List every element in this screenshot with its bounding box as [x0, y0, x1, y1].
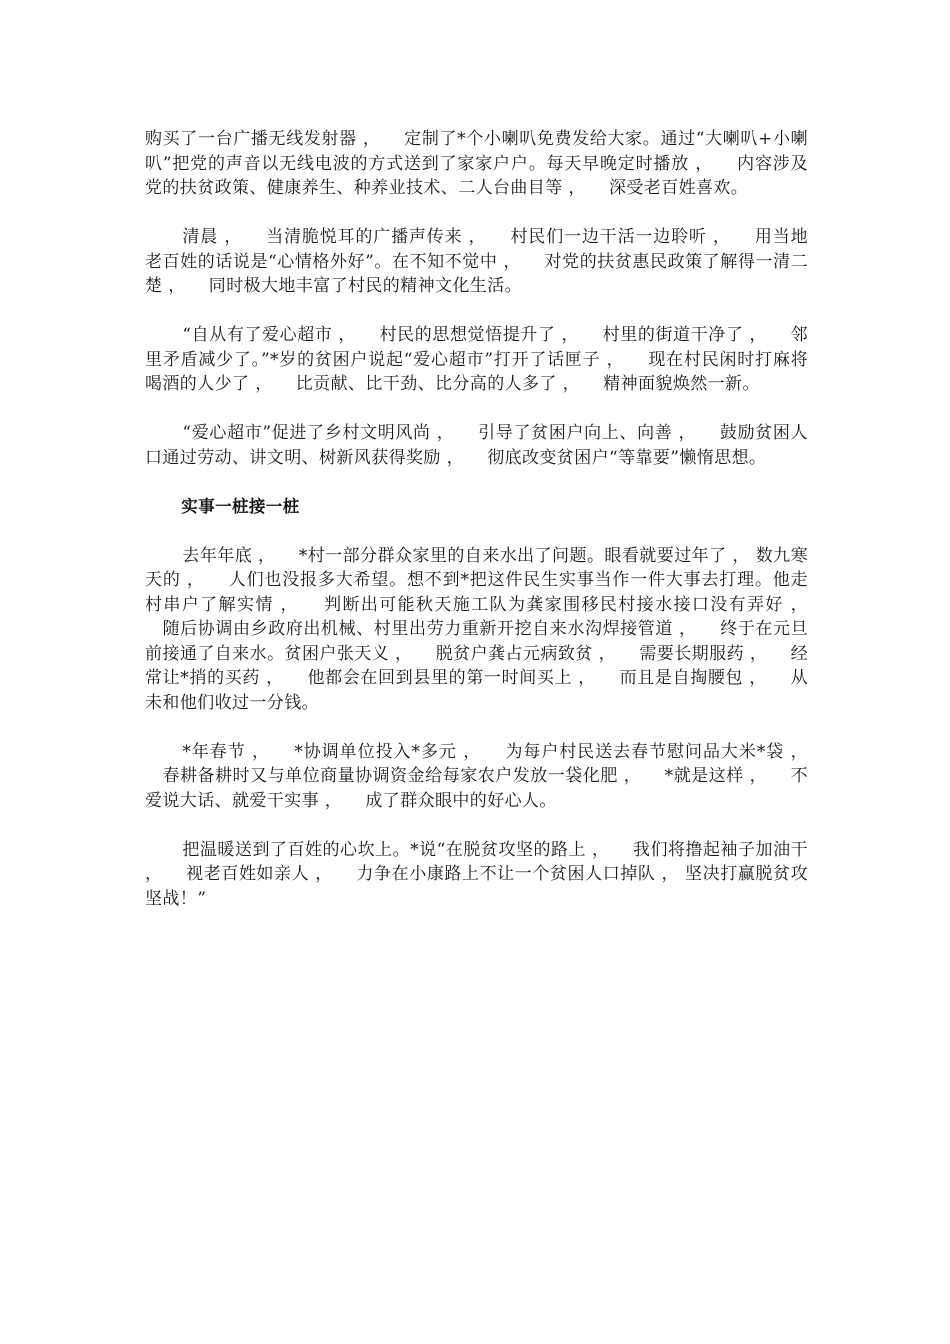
paragraph-closing: 把温暖送到了百姓的心坎上。*说“在脱贫攻坚的路上 ， 我们将撸起袖子加油干 ， 视老百姓如亲人 ， 力争在小康路上不让一个贫困人口掉队 ， 坚决打赢脱贫攻坚战！”	[145, 839, 808, 909]
paragraph-broadcast: 购买了一台广播无线发射器 ， 定制了*个小喇叭免费发给大家。通过“大喇叭+小喇叭”把党的声音以无线电波的方式送到了家家户户。每天早晚定时播放 ， 内容涉及党的扶贫政策、健康养生、种养业技术、二人台曲目等 ， 深受老百姓喜欢。	[145, 129, 808, 198]
paragraph-morning: 清晨 ， 当清脆悦耳的广播声传来 ， 村民们一边干活一边聆听 ， 用当地老百姓的话说是“心情格外好”。在不知不觉中 ， 对党的扶贫惠民政策了解得一清二楚 ， 同时极大地丰富了村民的精神文化生活。	[145, 227, 809, 296]
document-body	[145, 127, 808, 936]
section-heading: 实事一桩接一桩	[181, 496, 300, 516]
paragraph-love-supermarket: “自从有了爱心超市 ， 村民的思想觉悟提升了 ， 村里的街道干净了 ， 邻里矛盾减少了。”*岁的贫困户说起“爱心超市”打开了话匣子 ， 现在村民闲时打麻将喝酒的人少了 ， 比贡献、比干劲、比分高的人多了 ， 精神面貌焕然一新。	[145, 325, 808, 394]
paragraph-civilization: “爱心超市”促进了乡村文明风尚 ， 引导了贫困户向上、向善 ， 鼓励贫困人口通过劳动、讲文明、树新风获得奖励 ， 彻底改变贫困户“等靠要”懒惰思想。	[145, 423, 808, 468]
paragraph-spring-festival: *年春节 ， *协调单位投入*多元 ， 为每户村民送去春节慰问品大米*袋 ， 春耕备耕时又与单位商量协调资金给每家农户发放一袋化肥 ， *就是这样 ， 不爱说大话、就爱干实事 ， 成了群众眼中的好心人。	[145, 741, 808, 811]
paragraph-tap-water: 去年年底 ， *村一部分群众家里的自来水出了问题。眼看就要过年了 ， 数九寒天的 ， 人们也没报多大希望。想不到*把这件民生实事当作一件大事去打理。他走村串户了解实情 ， 判断出可能秋天施工队为龚家围移民村接水接口没有弄好 ， 随后协调由乡政府出机械、村里出劳力重新开挖自来水沟焊接管道 ， 终于在元旦前接通了自来水。贫困户张天义 ， 脱贫户龚占元病致贫 ， 需要长期服药 ， 经常让*捎的买药 ， 他都会在回到县里的第一时间买上 ， 而且是自掏腰包 ， 从未和他们收过一分钱。	[145, 545, 808, 713]
